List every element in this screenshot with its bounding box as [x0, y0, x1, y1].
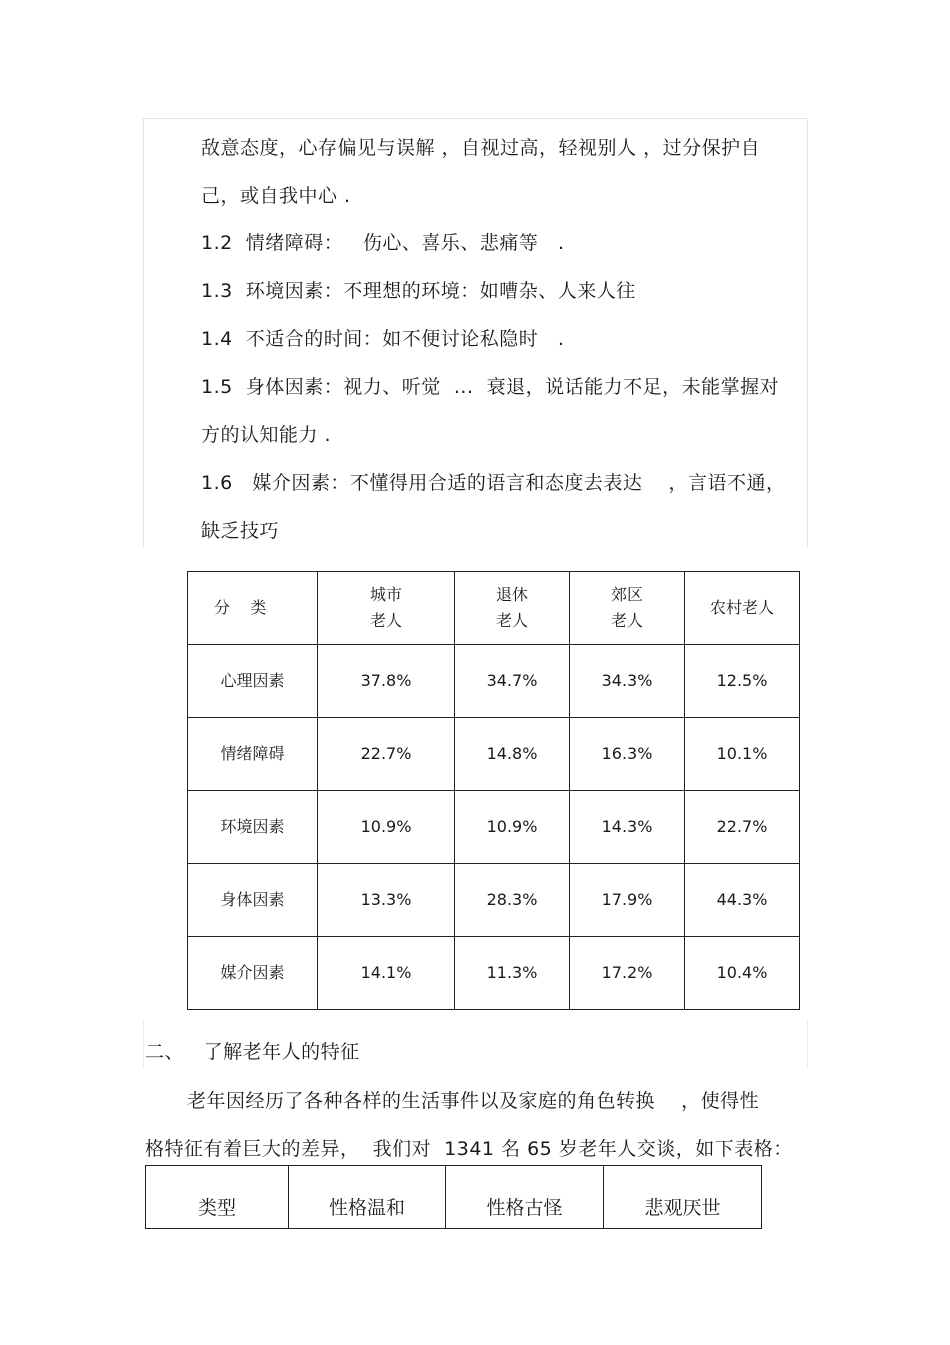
paragraph-line: 1.4 不适合的时间：如不便讨论私隐时 .: [201, 328, 565, 350]
table-cell: 17.9%: [570, 864, 685, 937]
header-mild: 性格温和: [289, 1166, 446, 1229]
row-label: 情绪障碍: [188, 718, 318, 791]
row-label: 媒介因素: [188, 937, 318, 1010]
table-cell: 10.9%: [455, 791, 570, 864]
row-label: 心理因素: [188, 645, 318, 718]
table-cell: 11.3%: [455, 937, 570, 1010]
table-cell: 14.8%: [455, 718, 570, 791]
header-retired-elderly: 退休 老人: [455, 572, 570, 645]
row-label: 身体因素: [188, 864, 318, 937]
table-header-row: [188, 572, 800, 645]
table-cell: 14.3%: [570, 791, 685, 864]
table-row: [188, 937, 800, 1010]
paragraph-line: 1.3 环境因素：不理想的环境：如嘈杂、人来人往: [201, 280, 636, 302]
table-cell: 28.3%: [455, 864, 570, 937]
section-heading: 二、 了解老年人的特征: [145, 1041, 360, 1063]
table-cell: 10.4%: [685, 937, 800, 1010]
table-row: [188, 645, 800, 718]
table-cell: 22.7%: [318, 718, 455, 791]
paragraph-line: 己，或自我中心 .: [201, 185, 351, 207]
paragraph-line: 老年因经历了各种各样的生活事件以及家庭的角色转换 ，使得性: [187, 1090, 760, 1112]
table-cell: 44.3%: [685, 864, 800, 937]
factor-table: [187, 571, 800, 1010]
paragraph-line: 缺乏技巧: [201, 520, 280, 542]
table-header-row: [146, 1166, 762, 1229]
table-cell: 22.7%: [685, 791, 800, 864]
table-row: [188, 718, 800, 791]
paragraph-line: 方的认知能力 .: [201, 424, 332, 446]
table-cell: 17.2%: [570, 937, 685, 1010]
table-row: [188, 864, 800, 937]
header-type: 类型: [146, 1166, 289, 1229]
table-cell: 10.9%: [318, 791, 455, 864]
table-cell: 16.3%: [570, 718, 685, 791]
table-cell: 12.5%: [685, 645, 800, 718]
paragraph-line: 1.5 身体因素：视力、听觉 ... 衰退，说话能力不足，未能掌握对: [201, 376, 780, 398]
table-cell: 13.3%: [318, 864, 455, 937]
row-label: 环境因素: [188, 791, 318, 864]
paragraph-line: 格特征有着巨大的差异， 我们对 1341 名 65 岁老年人交谈，如下表格：: [145, 1138, 793, 1160]
header-eccentric: 性格古怪: [446, 1166, 604, 1229]
header-suburban-elderly: 郊区 老人: [570, 572, 685, 645]
table-cell: 34.7%: [455, 645, 570, 718]
paragraph-line: 敌意态度，心存偏见与误解 ，自视过高，轻视别人 ，过分保护自: [201, 137, 761, 159]
paragraph-line: 1.6 媒介因素：不懂得用合适的语言和态度去表达 ，言语不通，: [201, 472, 786, 494]
header-rural-elderly: 农村老人: [685, 572, 800, 645]
header-category: 分 类: [188, 572, 318, 645]
paragraph-line: 1.2 情绪障碍： 伤心、喜乐、悲痛等 .: [201, 232, 565, 254]
table-cell: 37.8%: [318, 645, 455, 718]
header-pessimistic: 悲观厌世: [604, 1166, 762, 1229]
table-cell: 10.1%: [685, 718, 800, 791]
personality-table: [145, 1165, 762, 1229]
table-cell: 34.3%: [570, 645, 685, 718]
header-city-elderly: 城市 老人: [318, 572, 455, 645]
table-cell: 14.1%: [318, 937, 455, 1010]
table-row: [188, 791, 800, 864]
